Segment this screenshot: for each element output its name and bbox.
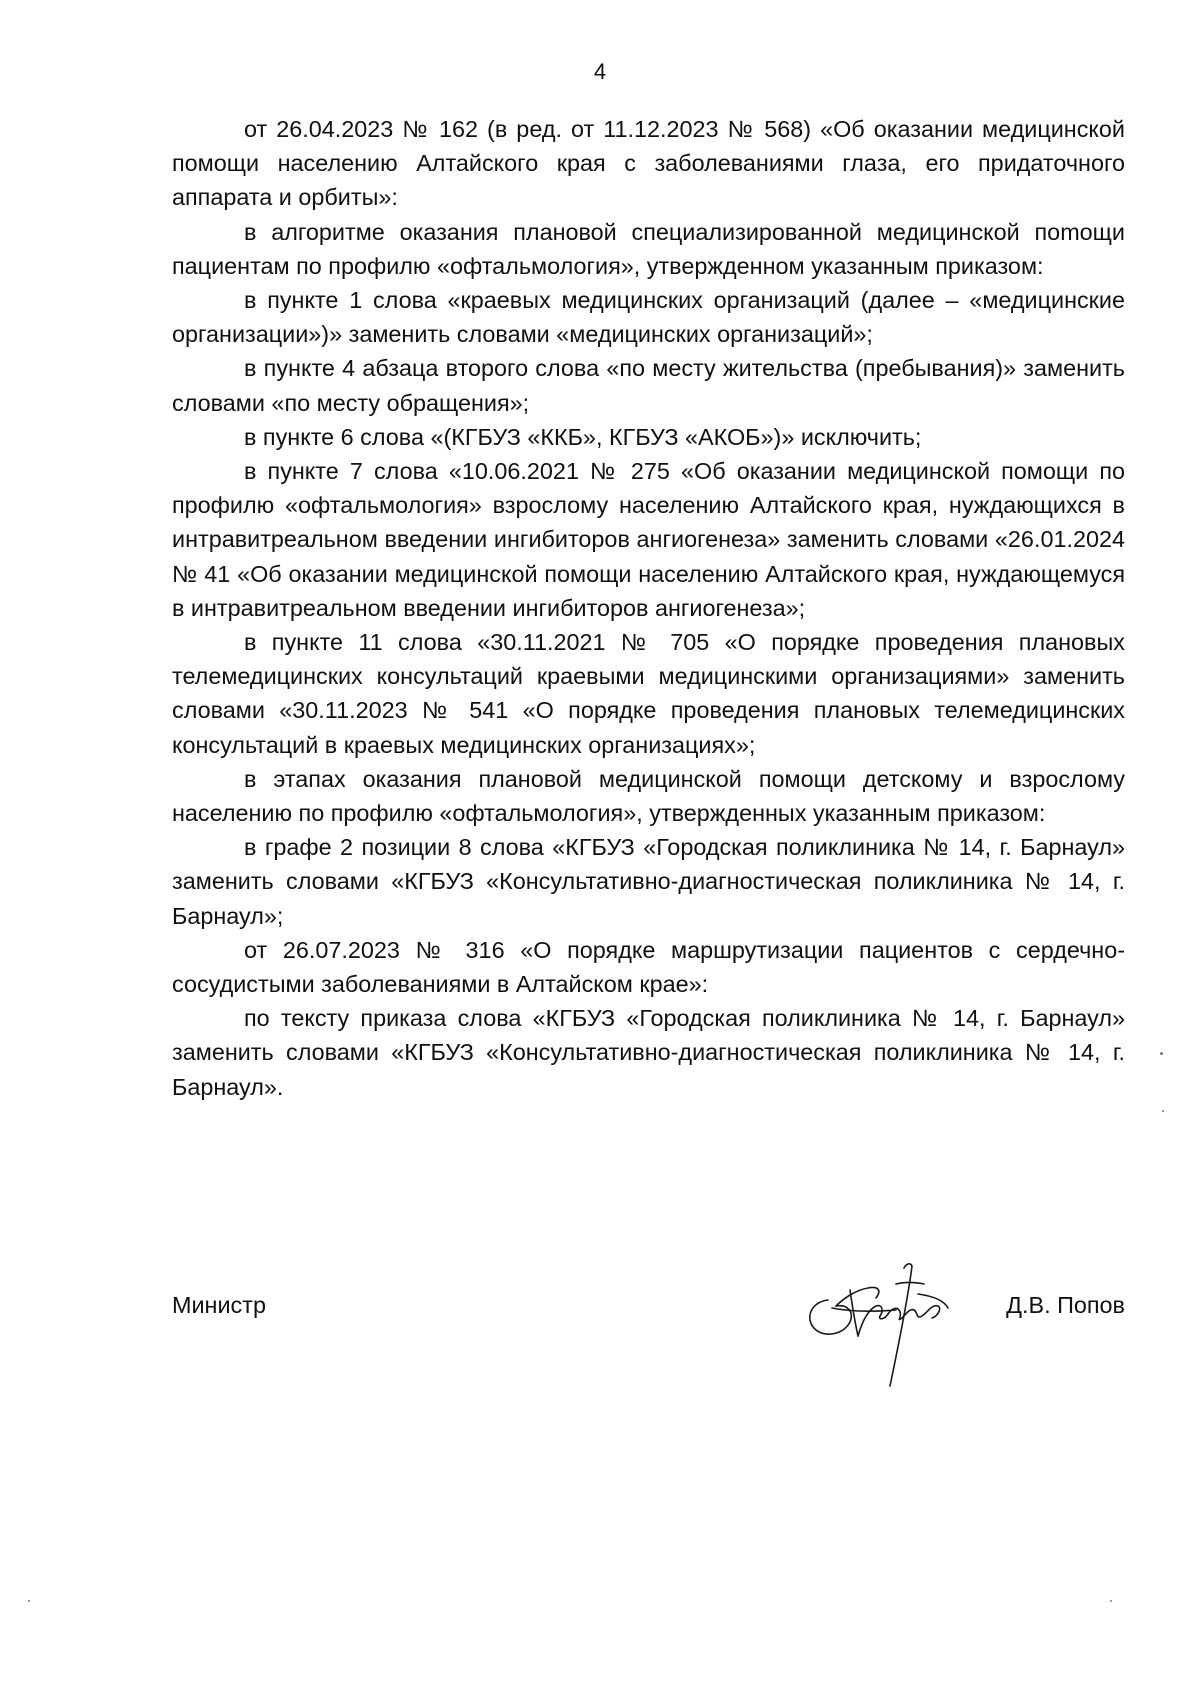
- paragraph-point-1-change: в пункте 1 слова «краевых медицинских организаций (далее – «медицинские организации»)» заменить словами «медицинских организаций»;: [172, 287, 1125, 348]
- signatory-title: Министр: [172, 1292, 266, 1318]
- paragraph-order-text-change: по тексту приказа слова «КГБУЗ «Городская поликлиника № 14, г. Барнаул» заменить словами «КГБУЗ «Консультативно-диагностическая поликлиника № 14, г. Барнаул».: [172, 1005, 1125, 1100]
- paragraph-order-162-reference: от 26.04.2023 № 162 (в ред. от 11.12.2023 № 568) «Об оказании медицинской помощи населению Алтайского края с заболеваниями глаза, его придаточного аппарата и орбиты»:: [172, 116, 1125, 211]
- scan-speck: [1110, 1600, 1112, 1602]
- handwritten-signature: [792, 1238, 982, 1398]
- signatory-name: Д.В. Попов: [1006, 1292, 1125, 1318]
- paragraph-stages-section: в этапах оказания плановой медицинской помощи детскому и взрослому населению по профилю «офтальмология», утвержденных указанным приказом:: [172, 765, 1125, 827]
- paragraph-point-6-change: в пункте 6 слова «(КГБУЗ «ККБ», КГБУЗ «АКОБ»)» исключить;: [244, 423, 922, 450]
- scan-speck: [1162, 1110, 1164, 1112]
- scan-speck: [28, 1600, 30, 1602]
- paragraph-point-4-change: в пункте 4 абзаца второго слова «по месту жительства (пребывания)» заменить словами «по месту обращения»;: [172, 355, 1125, 416]
- document-body: [172, 112, 1125, 1104]
- scan-speck: [1160, 1052, 1163, 1055]
- page-number: 4: [593, 59, 607, 84]
- paragraph-column-2-change: в графе 2 позиции 8 слова «КГБУЗ «Городская поликлиника № 14, г. Барнаул» заменить словами «КГБУЗ «Консультативно-диагностическая поликлиника № 14, г. Барнаул»;: [172, 834, 1125, 929]
- paragraph-point-11-change: в пункте 11 слова «30.11.2021 № 705 «О порядке проведения плановых телемедицинских консультаций краевыми медицинскими организациями» заменить словами «30.11.2023 № 541 «О порядке проведения плановых телемедицинских консультаций в краевых медицинских организациях»;: [172, 629, 1125, 758]
- paragraph-point-7-change: в пункте 7 слова «10.06.2021 № 275 «Об оказании медицинской помощи по профилю «офтальмология» взрослому населению Алтайского края, нуждающихся в интравитреальном введении ингибиторов ангиогенеза» заменить словами «26.01.2024 № 41 «Об оказании медицинской помощи населению Алтайского края, нуждающемуся в интравитреальном введении ингибиторов ангиогенеза»;: [172, 458, 1125, 621]
- paragraph-order-316-reference: от 26.07.2023 № 316 «О порядке маршрутизации пациентов с сердечно-сосудистыми заболеваниями в Алтайском крае»:: [172, 936, 1125, 998]
- signature-block: [172, 1238, 1125, 1348]
- paragraph-algorithm-section: в алгоритме оказания плановой специализированной медицинской поmощи пациентам по профилю «офтальмология», утвержденном указанным приказом:: [172, 218, 1125, 279]
